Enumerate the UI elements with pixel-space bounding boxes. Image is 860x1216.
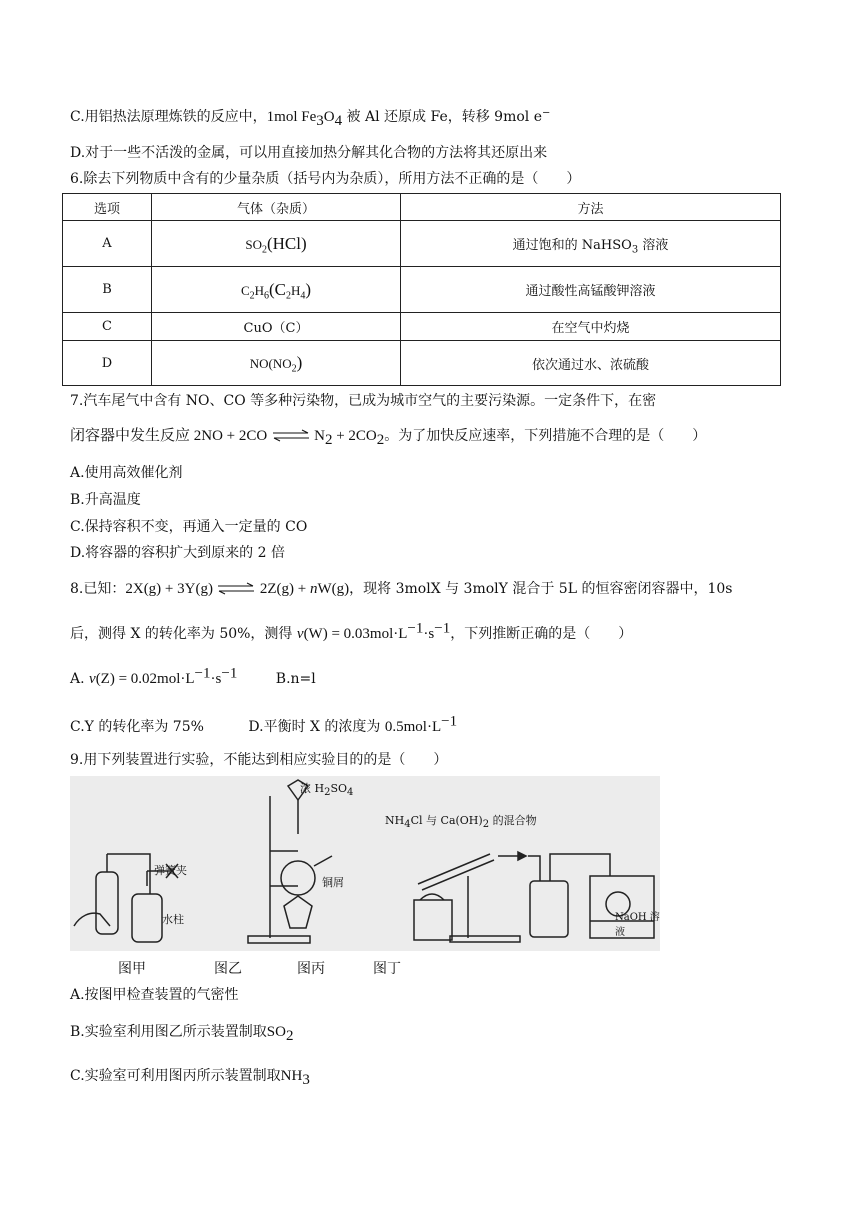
row-method: 依次通过水、浓硫酸 <box>401 341 781 386</box>
row-method: 通过饱和的 NaHSO$_3$ 溶液 <box>401 221 781 267</box>
q7-stem-line1: 7.汽车尾气中含有 NO、CO 等多种污染物，已成为城市空气的主要污染源。一定条件下，在密 <box>70 393 657 409</box>
q7-option-b: B.升高温度 <box>70 492 141 508</box>
q9-option-b: B.实验室利用图乙所示装置制取$SO_2$ <box>70 1024 294 1044</box>
q7-option-c: C.保持容积不变，再通入一定量的 CO <box>70 519 308 535</box>
row-option: D <box>63 341 152 386</box>
row-method: 在空气中灼烧 <box>401 313 781 341</box>
q9-stem: 9.用下列装置进行实验，不能达到相应实验目的的是（ ） <box>70 752 448 768</box>
q8-option-c: C.Y 的转化率为 75% <box>70 719 204 735</box>
table-row <box>63 267 781 313</box>
q8-stem-line1: 8.已知：2X(g) + 3Y(g) 2Z(g) + nW(g)，现将 3molX 与 3molY 混合于 5L 的恒容密闭容器中，10s <box>70 581 733 597</box>
table-row <box>63 313 781 341</box>
q8-options-ab <box>70 665 316 689</box>
q8-options-cd <box>70 713 458 737</box>
q6-table <box>62 193 781 386</box>
table-row <box>63 221 781 267</box>
row-method: 通过酸性高锰酸钾溶液 <box>401 267 781 313</box>
q9-option-c: C.实验室可利用图丙所示装置制取$NH_3$ <box>70 1068 310 1088</box>
col-header-gas: 气体（杂质） <box>152 194 401 221</box>
q7-stem-line2: 闭容器中发生反应 2NO + 2CO $N_2 + 2CO_2$。为了加快反应速率，下列措施不合理的是（ ） <box>70 428 707 448</box>
q6-stem: 6.除去下列物质中含有的少量杂质（括号内为杂质），所用方法不正确的是（ ） <box>70 171 581 187</box>
table-row <box>63 341 781 386</box>
q5-option-d: D.对于一些不活泼的金属，可以用直接加热分解其化合物的方法将其还原出来 <box>70 145 548 161</box>
q7-option-d: D.将容器的容积扩大到原来的 2 倍 <box>70 545 285 561</box>
row-gas: $SO_2(HCl)$ <box>152 221 401 267</box>
row-gas: CuO（C） <box>152 313 401 341</box>
q5-option-c: C.用铝热法原理炼铁的反应中，1mol $Fe_3O_4$ 被 Al 还原成 Fe，转移 9mol e− <box>70 107 551 129</box>
caption-ding: 图丁 <box>373 961 401 977</box>
caption-jia: 图甲 <box>118 961 146 977</box>
row-gas: $NO(NO_2)$ <box>152 341 401 386</box>
label-naoh: NaOH 溶液 <box>615 912 660 938</box>
q8-stem-line2: 后，测得 X 的转化率为 50%，测得 $v(W) = 0.03mol\cdot L^{-1}\cdot s^{-1}$，下列推断正确的是（ ） <box>70 620 633 642</box>
row-gas: $C_2H_6(C_2H_4)$ <box>152 267 401 313</box>
q8-option-b: B.n=l <box>275 671 316 687</box>
caption-yi: 图乙 <box>214 961 242 977</box>
row-option: B <box>63 267 152 313</box>
apparatus-figure <box>70 776 660 951</box>
caption-bing: 图丙 <box>297 961 325 977</box>
reversible-arrow-icon <box>272 429 310 443</box>
row-option: C <box>63 313 152 341</box>
q8-option-d: D.平衡时 X 的浓度为 $0.5mol\cdot L^{-1}$ <box>248 713 458 735</box>
label-spring-clip: 弹簧夹 <box>154 864 187 877</box>
table-header-row <box>63 194 781 221</box>
reversible-arrow-icon <box>217 582 255 596</box>
q8-option-a: A. $v(Z) = 0.02mol\cdot L^{-1}\cdot s^{-1}$ <box>70 665 238 687</box>
col-header-option: 选项 <box>63 194 152 221</box>
row-option: A <box>63 221 152 267</box>
label-copper: 铜屑 <box>322 876 344 889</box>
q9-option-a: A.按图甲检查装置的气密性 <box>70 987 239 1003</box>
col-header-method: 方法 <box>401 194 781 221</box>
label-conc-h2so4: 浓 $H_2SO_4$ <box>300 782 354 799</box>
label-water-column: 水柱 <box>162 913 184 926</box>
q7-option-a: A.使用高效催化剂 <box>70 465 183 481</box>
label-mixture: $NH_4Cl$ 与 $Ca(OH)_2$ 的混合物 <box>385 814 537 831</box>
